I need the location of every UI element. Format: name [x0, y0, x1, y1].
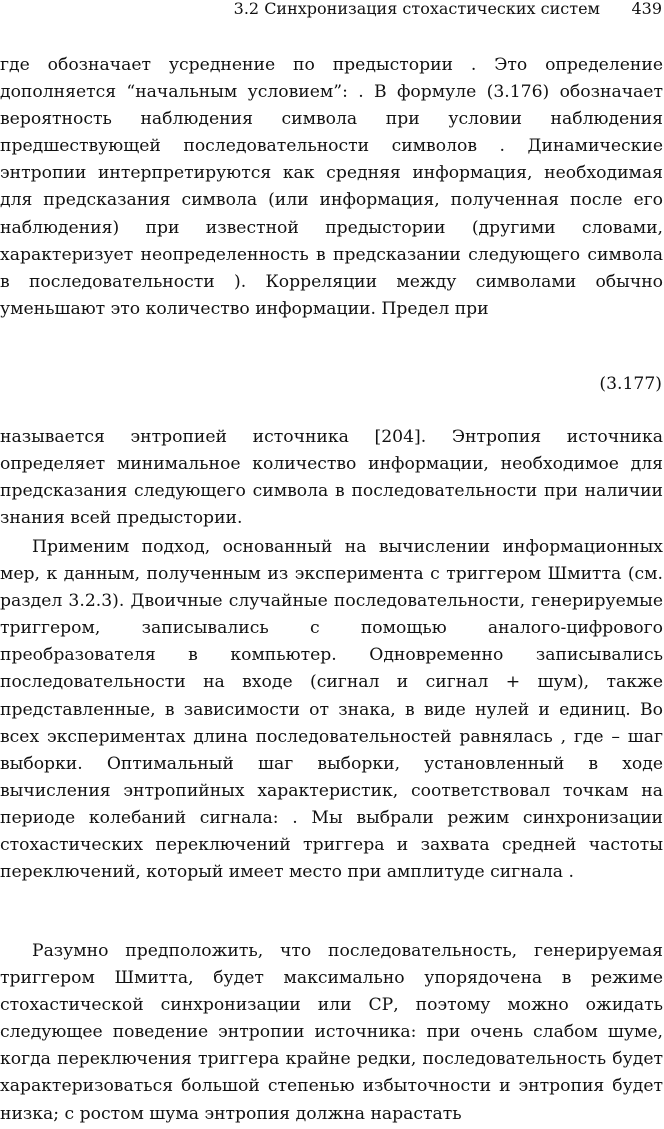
paragraph-source-entropy: называется энтропией источника [204]. Энтропия источника определяет минимальное количество информации, необходимое для предсказания следующего символа в последовательности при наличии знания всей предыстории.	[0, 427, 663, 529]
equation-number: (3.177)	[599, 374, 662, 394]
paragraph-schmitt-trigger-experiment: Применим подход, основанный на вычислении информационных мер, к данным, полученным из эксперимента с триггером Шмитта (см. раздел 3.2.3). Двоичные случайные последовательности, генерируемые триггером, записывались с помощью аналого-цифрового преобразователя в компьютер. Одновременно записывались последовательности на входе (сигнал и сигнал + шум), также представленные, в зависимости от знака, в виде нулей и единиц. Во всех экспериментах длина последовательностей равнялась , где – шаг выборки. Оптимальный шаг выборки, установленный в ходе вычисления энтропийных характеристик, соответствовал точкам на периоде колебаний сигнала: . Мы выбрали режим синхронизации стохастических переключений триггера и захвата средней частоты переключений, который имеет место при амплитуде сигнала .	[0, 537, 663, 883]
paragraph-dynamic-entropies: где обозначает усреднение по предыстории . Это определение дополняется “начальным условием”: . В формуле (3.176) обозначает вероятность наблюдения символа при условии наблюдения предшествующей последовательности символов . Динамические энтропии интерпретируются как средняя информация, необходимая для предсказания символа (или информация, полученная после его наблюдения) при известной предыстории (другими словами, характеризует неопределенность в предсказании следующего символа в последовательности ). Корреляции между символами обычно уменьшают это количество информации. Предел при	[0, 55, 663, 319]
running-head-title: 3.2 Синхронизация стохастических систем	[233, 0, 600, 18]
paragraph-entropy-hypothesis: Разумно предположить, что последовательность, генерируемая триггером Шмитта, будет максимально упорядочена в режиме стохастической синхронизации или СР, поэтому можно ожидать следующее поведение энтропии источника: при очень слабом шуме, когда переключения триггера крайне редки, последовательность будет характеризоваться большой степенью избыточности и энтропия будет низка; с ростом шума энтропия должна нарастать	[0, 941, 663, 1124]
running-head	[0, 0, 664, 22]
page-number: 439	[631, 0, 662, 18]
